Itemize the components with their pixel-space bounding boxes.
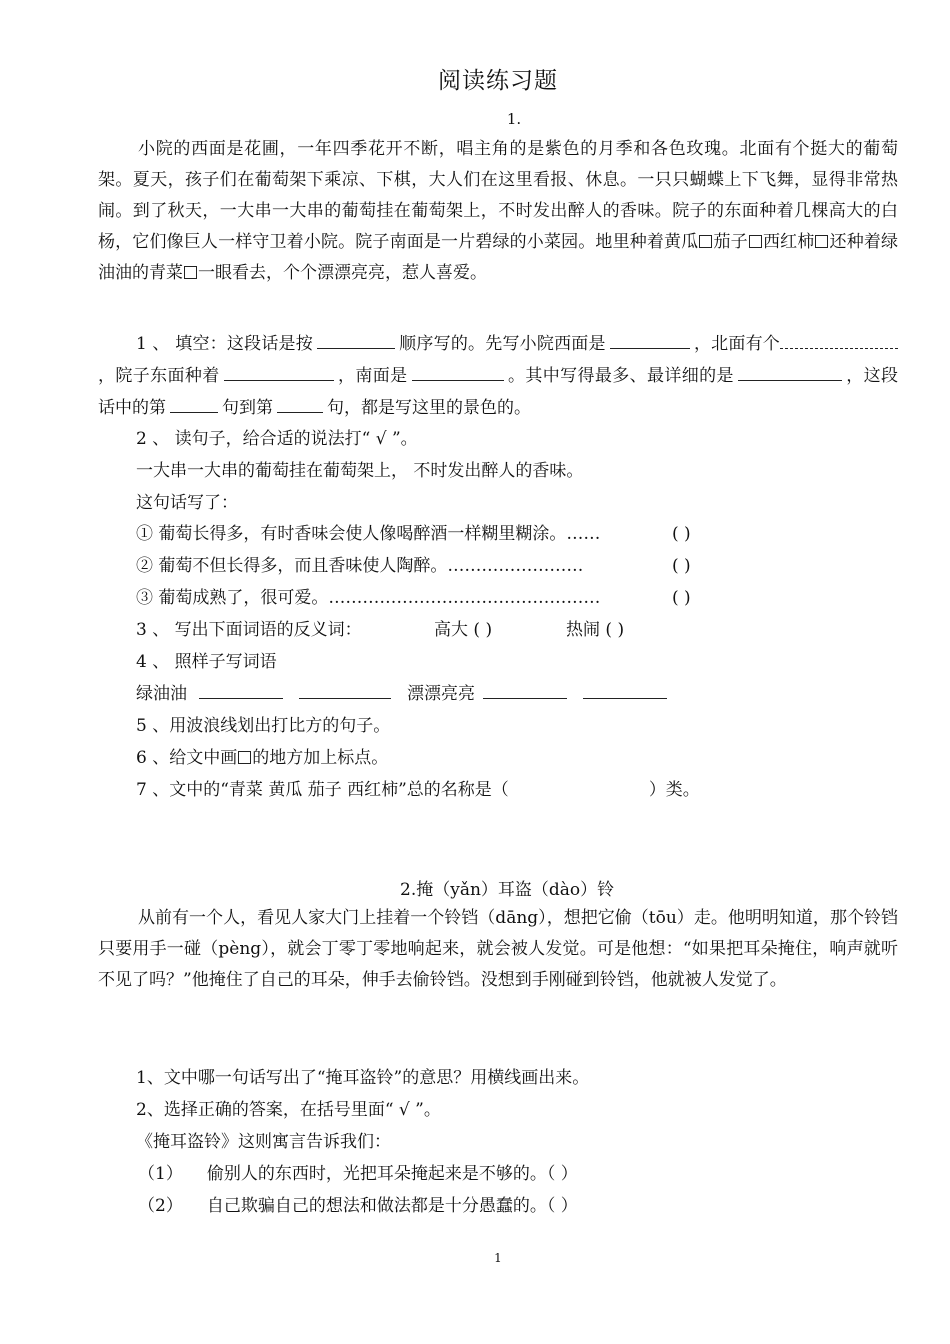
answer-blank[interactable] bbox=[483, 682, 567, 699]
section-2-option-1: （1） 偷别人的东西时，光把耳朵掩起来是不够的。（ ） bbox=[138, 1164, 578, 1184]
question-6: 6 、给文中画 的地方加上标点。 bbox=[136, 748, 389, 768]
option-2: ② 葡萄不但长得多，而且香味使人陶醉。…………………… bbox=[136, 556, 584, 576]
answer-paren[interactable]: ( ) bbox=[605, 620, 625, 640]
answer-blank[interactable] bbox=[299, 682, 391, 699]
document-title: 阅读练习题 bbox=[438, 68, 558, 94]
section-2-question-2-intro: 《掩耳盗铃》这则寓言告诉我们： bbox=[136, 1132, 391, 1152]
answer-blank[interactable] bbox=[738, 364, 842, 381]
question-4-row: 绿油油 漂漂亮亮 bbox=[136, 682, 671, 706]
option-1: ① 葡萄长得多，有时香味会使人像喝醉酒一样糊里糊涂。…… bbox=[136, 524, 601, 544]
option-1-paren[interactable]: ( ) bbox=[672, 524, 691, 544]
answer-paren[interactable]: ( ) bbox=[473, 620, 493, 640]
question-3-word-2: 热闹 ( ) bbox=[566, 620, 625, 640]
blank-box bbox=[184, 266, 197, 279]
question-4-label: 4 、 照样子写词语 bbox=[136, 652, 277, 672]
section-2-passage: 从前有一个人，看见人家大门上挂着一个铃铛（dāng），想把它偷（tōu）走。他明明知道，那个铃铛只要用手一碰（pèng），就会丁零丁零地响起来，就会被人发觉。可是他想：“如果把耳朵掩住，响声就听不见了吗？”他掩住了自己的耳朵，伸手去偷铃铛。没想到手刚碰到铃铛，他就被人发觉了。 bbox=[98, 908, 898, 990]
question-3-label: 3 、 写出下面词语的反义词： bbox=[136, 620, 362, 640]
page-number: 1 bbox=[494, 1251, 502, 1265]
question-7: 7 、文中的“青菜 黄瓜 茄子 西红柿”总的名称是（ ）类。 bbox=[136, 780, 700, 800]
section-2-question-1: 1、文中哪一句话写出了“掩耳盗铃”的意思？用横线画出来。 bbox=[136, 1068, 590, 1088]
option-3: ③ 葡萄成熟了，很可爱。………………………………………… bbox=[136, 588, 601, 608]
blank-box bbox=[699, 235, 712, 248]
answer-blank[interactable] bbox=[583, 682, 667, 699]
question-3-word-1: 高大 ( ) bbox=[434, 620, 493, 640]
option-2-paren[interactable]: ( ) bbox=[672, 556, 691, 576]
question-2-intro: 这句话写了： bbox=[136, 493, 238, 513]
answer-blank[interactable] bbox=[780, 332, 898, 349]
section-2-title: 2.掩（yǎn）耳盗（dào）铃 bbox=[400, 880, 615, 900]
answer-blank[interactable] bbox=[317, 332, 395, 349]
option-3-paren[interactable]: ( ) bbox=[672, 588, 691, 608]
answer-blank[interactable] bbox=[610, 332, 690, 349]
blank-box bbox=[815, 235, 828, 248]
section-1-passage: 小院的西面是花圃，一年四季花开不断，唱主角的是紫色的月季和各色玫瑰。北面有个挺大的葡萄架。夏天，孩子们在葡萄架下乘凉、下棋，大人们在这里看报、休息。一只只蝴蝶上下飞舞，显得非常热闹。到了秋天，一大串一大串的葡萄挂在葡萄架上，不时发出醉人的香味。院子的东面种着几棵高大的白杨，它们像巨人一样守卫着小院。院子南面是一片碧绿的小菜园。地里种着黄瓜 茄子 西红柿 还种着绿油油的青菜 一眼看去，个个漂漂亮亮，惹人喜爱。 bbox=[98, 139, 899, 283]
blank-box bbox=[238, 751, 251, 764]
question-5: 5 、用波浪线划出打比方的句子。 bbox=[136, 716, 391, 736]
answer-blank[interactable] bbox=[412, 364, 504, 381]
answer-blank[interactable] bbox=[170, 396, 218, 413]
section-2-option-2: （2） 自己欺骗自己的想法和做法都是十分愚蠢的。（ ） bbox=[138, 1196, 578, 1216]
blank-box bbox=[749, 235, 762, 248]
question-1: 1 、 填空：这段话是按 顺序写的。先写小院西面是 ，北面有个，院子东面种着 ，南面是 。其中写得最多、最详细的是 ，这段话中的第 句到第 句，都是写这里的景色的。 bbox=[98, 334, 899, 418]
question-2-label: 2 、 读句子，给合适的说法打“ √ ”。 bbox=[136, 429, 418, 449]
answer-blank[interactable] bbox=[277, 396, 323, 413]
section-1-number: 1. bbox=[506, 110, 522, 128]
answer-blank[interactable] bbox=[199, 682, 283, 699]
section-2-question-2: 2、选择正确的答案，在括号里面“ √ ”。 bbox=[136, 1100, 441, 1120]
question-2-sentence: 一大串一大串的葡萄挂在葡萄架上， 不时发出醉人的香味。 bbox=[136, 461, 584, 481]
answer-blank[interactable] bbox=[224, 364, 334, 381]
